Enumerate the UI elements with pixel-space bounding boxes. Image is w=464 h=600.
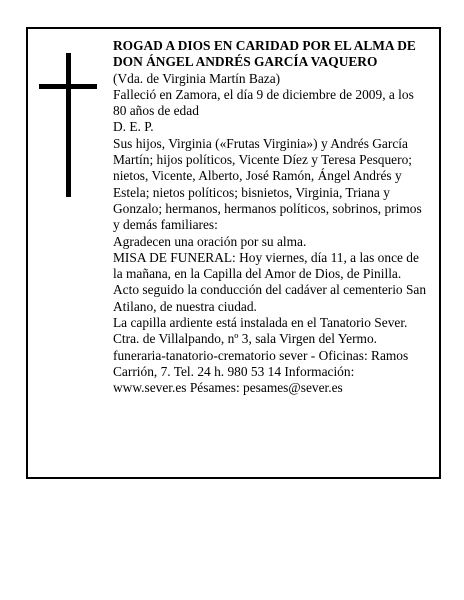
rip-text: D. E. P.	[113, 119, 154, 135]
widow-note: (Vda. de Virginia Martín Baza)	[113, 70, 281, 86]
thanks-text: Agradecen una oración por su alma.	[113, 233, 307, 249]
cross-icon	[66, 53, 71, 197]
chapel-info: La capilla ardiente está instalada en el Tanatorio Sever. Ctra. de Villalpando, nº 3, sala Virgen del Yermo.	[113, 315, 408, 347]
cross-icon-bar	[39, 84, 97, 89]
family-list: Sus hijos, Virginia («Frutas Virginia») y Andrés García Martín; hijos políticos, Vicente Díez y Teresa Pesquero; nietos, Vicente, Alberto, José Ramón, Ángel Andrés y Estela; nietos políticos; bisnietos, Virginia, Triana y Gonzalo; hermanos, hermanos políticos, sobrinos, primos y demás familiares:	[113, 135, 422, 233]
heading-line-1: ROGAD A DIOS EN CARIDAD POR EL ALMA DE	[113, 38, 416, 53]
deceased-name: DON ÁNGEL ANDRÉS GARCÍA VAQUERO	[113, 54, 378, 70]
funeral-home-info: funeraria-tanatorio-crematorio sever - Oficinas: Ramos Carrión, 7. Tel. 24 h. 980 53 14 Información: www.sever.es Pésames: pesames@sever.es	[113, 347, 409, 396]
funeral-info: MISA DE FUNERAL: Hoy viernes, día 11, a las once de la mañana, en la Capilla del Amor de Dios, de Pinilla. Acto seguido la conducción del cadáver al cementerio San Atilano, de nuestra ciudad.	[113, 249, 427, 314]
death-info: Falleció en Zamora, el día 9 de diciembre de 2009, a los 80 años de edad	[113, 86, 414, 119]
obituary-text	[113, 38, 429, 397]
